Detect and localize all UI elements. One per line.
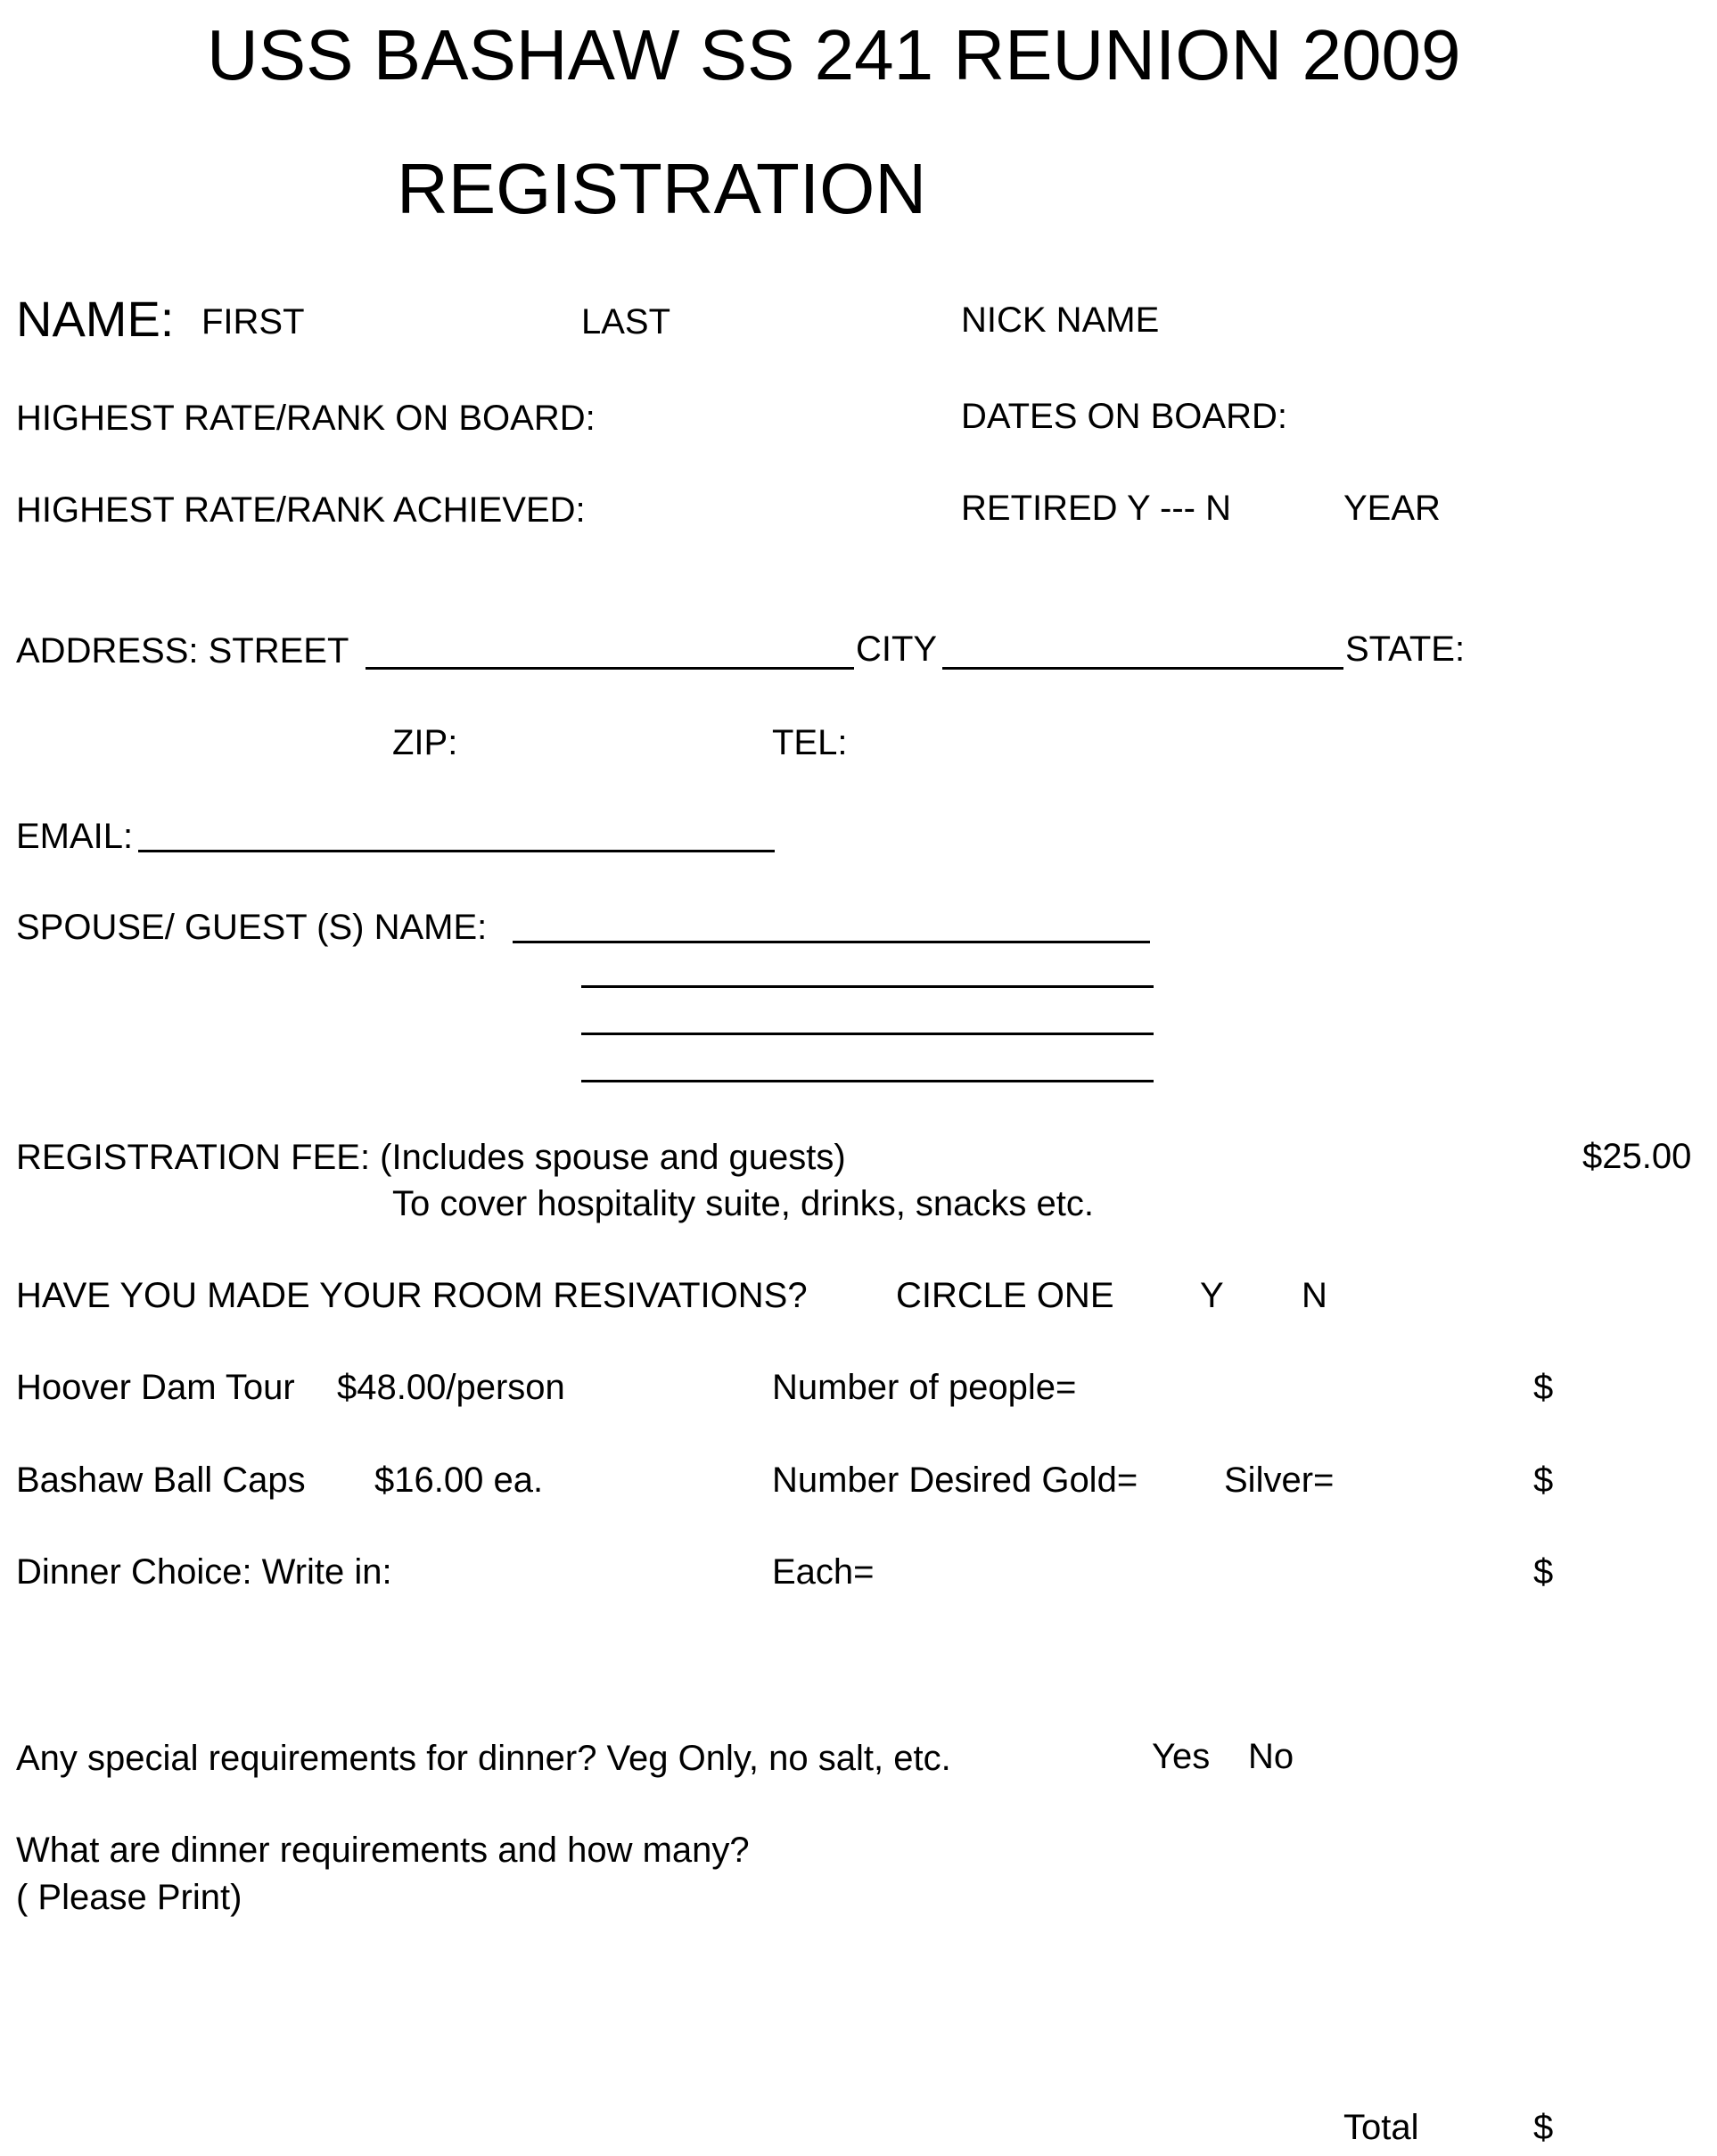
dinner-dollar: $ bbox=[1533, 1552, 1554, 1592]
ball-caps-price: $16.00 ea. bbox=[374, 1461, 544, 1500]
hoover-dam-tour-label: Hoover Dam Tour bbox=[16, 1368, 295, 1407]
guest-name-line-2[interactable] bbox=[581, 985, 1154, 988]
year-label: YEAR bbox=[1343, 489, 1441, 528]
reservation-no-option[interactable]: N bbox=[1302, 1276, 1327, 1315]
state-label: STATE: bbox=[1345, 630, 1466, 669]
retired-label: RETIRED Y --- N bbox=[961, 489, 1231, 528]
name-label: NAME: bbox=[16, 291, 175, 347]
guest-name-line-1[interactable] bbox=[513, 941, 1150, 943]
registration-fee-label: REGISTRATION FEE: (Includes spouse and guests) bbox=[16, 1138, 846, 1177]
ball-caps-silver-qty: Silver= bbox=[1224, 1461, 1335, 1500]
hoover-dam-tour-price: $48.00/person bbox=[337, 1368, 565, 1407]
special-requirements-question: Any special requirements for dinner? Veg Only, no salt, etc. bbox=[16, 1739, 951, 1778]
registration-fee-amount: $25.00 bbox=[1582, 1137, 1692, 1176]
total-dollar: $ bbox=[1533, 2108, 1554, 2147]
reservation-yes-option[interactable]: Y bbox=[1200, 1276, 1224, 1315]
spouse-guest-label: SPOUSE/ GUEST (S) NAME: bbox=[16, 908, 488, 947]
email-label: EMAIL: bbox=[16, 817, 134, 856]
street-label: ADDRESS: STREET bbox=[16, 631, 349, 671]
total-label: Total bbox=[1343, 2108, 1419, 2147]
dinner-requirements-question: What are dinner requirements and how many? bbox=[16, 1831, 750, 1870]
form-subtitle: REGISTRATION bbox=[397, 149, 927, 228]
ball-caps-label: Bashaw Ball Caps bbox=[16, 1461, 306, 1500]
ball-caps-gold-qty: Number Desired Gold= bbox=[772, 1461, 1138, 1500]
city-label: CITY bbox=[856, 630, 938, 669]
last-name-label: LAST bbox=[581, 302, 671, 342]
guest-name-line-4[interactable] bbox=[581, 1080, 1154, 1082]
dinner-choice-label: Dinner Choice: Write in: bbox=[16, 1552, 392, 1592]
tel-label: TEL: bbox=[772, 723, 848, 762]
street-input-line[interactable] bbox=[366, 667, 854, 670]
special-no-option[interactable]: No bbox=[1248, 1737, 1294, 1776]
special-yes-option[interactable]: Yes bbox=[1152, 1737, 1211, 1776]
zip-label: ZIP: bbox=[392, 723, 458, 762]
registration-fee-note: To cover hospitality suite, drinks, snacks etc. bbox=[392, 1184, 1094, 1223]
city-input-line[interactable] bbox=[942, 667, 1343, 670]
circle-one-label: CIRCLE ONE bbox=[896, 1276, 1114, 1315]
please-print-note: ( Please Print) bbox=[16, 1878, 242, 1917]
rank-achieved-label: HIGHEST RATE/RANK ACHIEVED: bbox=[16, 490, 586, 530]
ball-caps-dollar: $ bbox=[1533, 1461, 1554, 1500]
rank-on-board-label: HIGHEST RATE/RANK ON BOARD: bbox=[16, 399, 596, 438]
dates-on-board-label: DATES ON BOARD: bbox=[961, 397, 1287, 436]
guest-name-line-3[interactable] bbox=[581, 1033, 1154, 1035]
email-input-line[interactable] bbox=[138, 850, 775, 852]
hoover-number-of-people: Number of people= bbox=[772, 1368, 1077, 1407]
nick-name-label: NICK NAME bbox=[961, 300, 1160, 340]
room-reservation-question: HAVE YOU MADE YOUR ROOM RESIVATIONS? bbox=[16, 1276, 808, 1315]
hoover-dollar: $ bbox=[1533, 1368, 1554, 1407]
dinner-each-label: Each= bbox=[772, 1552, 875, 1592]
first-name-label: FIRST bbox=[201, 302, 305, 342]
form-title: USS BASHAW SS 241 REUNION 2009 bbox=[207, 15, 1461, 95]
